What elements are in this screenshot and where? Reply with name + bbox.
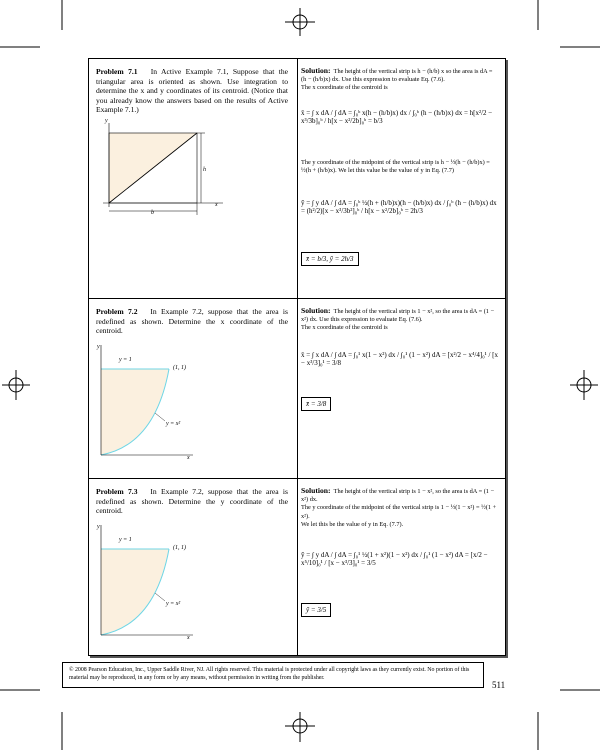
answer-box: x̄ = 3/8 — [301, 397, 331, 411]
solution-line: The height of the vertical strip is 1 − x², so the area is dA = (1 − x²) dx. Use this expression to evaluate Eq. (7.6). — [301, 308, 495, 324]
centroid-y-equation: ȳ = ∫ y dA / ∫ dA = ∫₀¹ ½(1 + x²)(1 − x²) dx / ∫₀¹ (1 − x²) dA = [x/2 − x⁵/10]₀¹ / [x − x³/3]₀¹ = 3/5 — [301, 551, 488, 567]
dimension-h: h — [203, 167, 206, 173]
solution-line: The y coordinate of the midpoint of the vertical strip is h − ½(h − (h/b)x) = ½(h + (h/b)x). We let this value be the value of y in Eq. (7.7) — [301, 159, 490, 175]
panel-divider — [297, 59, 298, 299]
answer-box: ȳ = 3/5 — [301, 603, 331, 617]
line-label: y = 1 — [119, 357, 132, 363]
panel-divider — [297, 479, 298, 655]
parabola-figure — [93, 345, 293, 477]
y-axis-label: y — [105, 118, 108, 124]
solution-line: The x coordinate of the centroid is — [301, 84, 388, 92]
solution-line: The x coordinate of the centroid is — [301, 324, 388, 332]
curve-label: y = x² — [166, 601, 181, 607]
shaded-region — [101, 549, 169, 635]
solution-label: Solution: — [301, 486, 331, 495]
problem-text: In Example 7.2, suppose that the area is redefined as shown. Determine the y coordinate of the centroid. — [96, 487, 288, 515]
problem-7-2-panel — [88, 298, 506, 480]
problem-7-3-panel — [88, 478, 506, 656]
solution-line: We let this be the value of y in Eq. (7.7). — [301, 520, 404, 528]
problem-7-3-statement — [96, 487, 288, 516]
solution-line: The height of the vertical strip is 1 − x², so the area is dA = (1 − x²) dx. — [301, 488, 495, 504]
problem-7-2-statement — [96, 307, 288, 336]
centroid-x-equation: x̄ = ∫ x dA / ∫ dA = ∫₀ᵇ x(h − (h/b)x) dx / ∫₀ᵇ (h − (h/b)x) dx = h[x²/2 − x³/3b]₀ᵇ / h[x − x²/2b]₀ᵇ = b/3 — [301, 109, 493, 125]
registration-mark-top — [285, 8, 315, 36]
registration-mark-right — [570, 370, 598, 400]
solution-label: Solution: — [301, 66, 331, 75]
problem-text: In Active Example 7.1, Suppose that the triangular area is oriented as shown. Use integration to determine the x and y coordinates of its centroid. (Notice that you already know the answers based on the results of Active Example 7.1.) — [96, 67, 288, 114]
answer-box: x̄ = b/3, ȳ = 2h/3 — [301, 252, 359, 266]
problem-7-1-solution — [301, 67, 499, 93]
parabola-figure — [93, 525, 293, 653]
x-axis-label: x — [187, 455, 190, 461]
centroid-x-equation: x̄ = ∫ x dA / ∫ dA = ∫₀¹ x(1 − x²) dx / ∫₀¹ (1 − x²) dA = [x²/2 − x⁴/4]₀¹ / [x − x³/3]₀¹ = 3/8 — [301, 351, 499, 367]
problem-text: In Example 7.2, suppose that the area is redefined as shown. Determine the x coordinate of the centroid. — [96, 307, 288, 335]
centroid-y-equation: ȳ = ∫ y dA / ∫ dA = ∫₀ᵇ ½(h + (h/b)x)(h − (h/b)x) dx / ∫₀ᵇ (h − (h/b)x) dx = (h²/2)[x − x³/3b²]₀ᵇ / h[x − x²/2b]₀ᵇ = 2h/3 — [301, 199, 497, 215]
y-axis-label: y — [97, 524, 100, 530]
problem-title: Problem 7.1 — [96, 67, 138, 76]
copyright-footer: © 2008 Pearson Education, Inc., Upper Saddle River, NJ. All rights reserved. This material is protected under all copyright laws as they currently exist. No portion of this material may be reproduced, in any form or by any means, without permission in writing from the publisher. — [62, 662, 484, 688]
problem-title: Problem 7.2 — [96, 307, 138, 316]
line-label: y = 1 — [119, 537, 132, 543]
page-number: 511 — [492, 680, 506, 690]
triangle-figure — [93, 118, 293, 279]
registration-mark-bottom — [285, 712, 315, 742]
problem-7-3-solution — [301, 487, 499, 529]
point-label: (1, 1) — [173, 365, 186, 371]
solution-line: The y coordinate of the midpoint of the vertical strip is 1 − ½(1 − x²) = ½(1 + x²). — [301, 504, 497, 520]
point-label: (1, 1) — [173, 545, 186, 551]
shaded-region — [101, 369, 169, 455]
solution-line: The height of the vertical strip is h − (h/b) x so the area is dA = (h − (h/b)x) dx. Use this expression to evaluate Eq. (7.6). — [301, 68, 493, 84]
problem-7-1-statement — [96, 67, 288, 115]
dimension-b: b — [151, 210, 154, 216]
panel-divider — [297, 299, 298, 479]
problem-title: Problem 7.3 — [96, 487, 138, 496]
solution-label: Solution: — [301, 306, 331, 315]
problem-7-1-panel — [88, 58, 506, 300]
x-axis-label: x — [215, 202, 218, 208]
x-axis-label: x — [187, 635, 190, 641]
curve-label: y = x² — [166, 421, 181, 427]
problem-7-2-solution — [301, 307, 499, 333]
y-axis-label: y — [97, 344, 100, 350]
registration-mark-left — [2, 370, 30, 400]
